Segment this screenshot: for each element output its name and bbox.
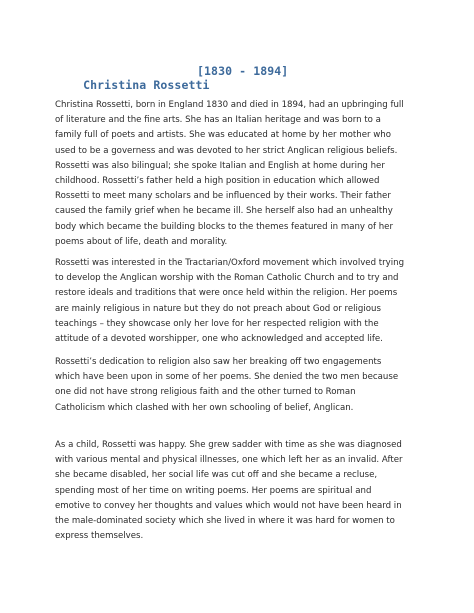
page-title: Christina Rossetti [83,78,210,92]
paragraph-engagements: Rossetti’s dedication to religion also saw her breaking off two engagements which have been upon in some of her poems. She denied the two men because one did not have strong religious faith and the other turned to Roman Catholicism which clashed with her own schooling of belief, Anglican. [55,357,399,413]
paragraph-religion: Rossetti was interested in the Tractarian/Oxford movement which involved trying to develop the Anglican worship with the Roman Catholic Church and to try and restore ideals and traditions that were once held within the religion. Her poems are mainly religious in nature but they do not preach about God or religious teachings – they showcase only her love for her respected religion with the attitude of a devoted worshipper, one who acknowledged and accepted life. [55,258,405,345]
paragraph-childhood: As a child, Rossetti was happy. She grew sadder with time as she was diagnosed with various mental and physical illnesses, one which left her as an invalid. After she became disabled, her social life was cut off and she became a recluse, spending most of her time on writing poems. Her poems are spiritual and emotive to convey her thoughts and values which would not have been heard in the male-dominated society which she lived in where it was hard for women to express themselves. [55,440,403,542]
paragraph-early-life: Christina Rossetti, born in England 1830 and died in 1894, had an upbringing full of literature and the fine arts. She has an Italian heritage and was born to a family full of poets and artists. She was educated at home by her mother who used to be a governess and was devoted to her strict Anglican religious beliefs. Rossetti was also bilingual; she spoke Italian and English at home during her childhood. Rossetti’s father held a high position in education which allowed Rossetti to meet many scholars and be influenced by their works. Their father caused the family grief when he became ill. She herself also had an unhealthy body which became the building blocks to the themes featured in many of her poems about of life, death and morality. [55,100,404,247]
life-dates: [1830 - 1894] [197,64,289,78]
